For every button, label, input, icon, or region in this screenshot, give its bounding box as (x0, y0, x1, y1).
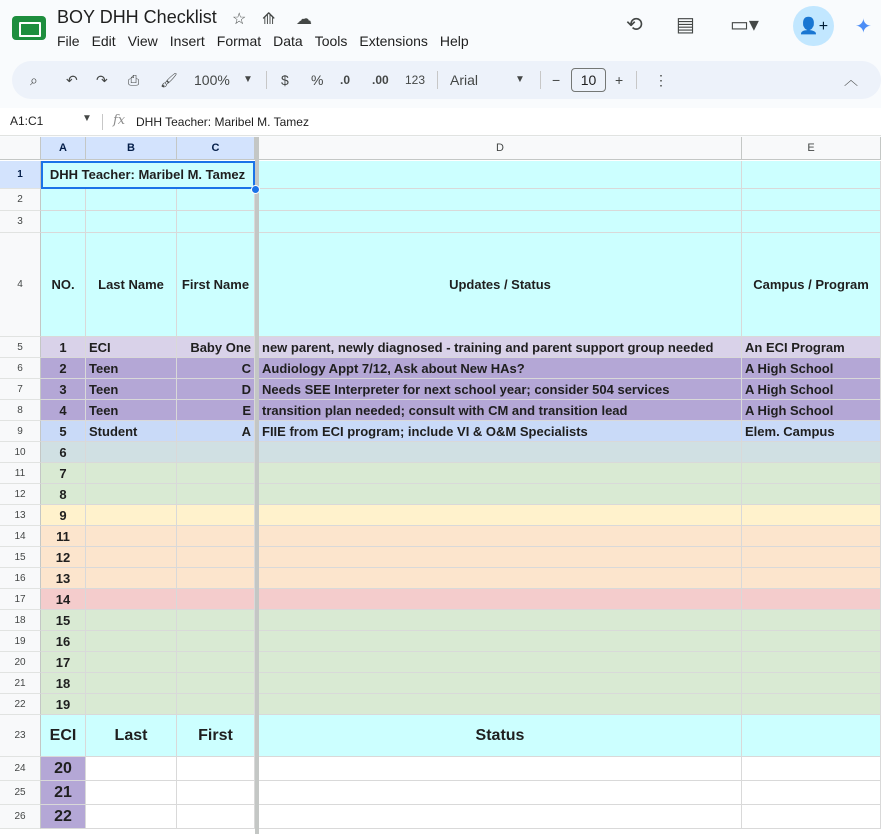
currency-format-button[interactable]: $ (281, 72, 289, 88)
cell-a19[interactable]: 16 (41, 631, 86, 652)
cell-a24[interactable]: 20 (41, 757, 86, 781)
toolbar (12, 61, 881, 99)
cell-d12[interactable] (259, 484, 742, 505)
table-row (41, 526, 881, 547)
cell-c5[interactable]: Baby One (177, 337, 255, 358)
zoom-select[interactable]: 100% (194, 72, 230, 88)
redo-icon[interactable]: ↷ (96, 72, 108, 88)
cell-c4[interactable]: First Name (177, 233, 255, 337)
share-person-icon: 👤+ (798, 18, 829, 35)
menu-extensions[interactable]: Extensions (359, 33, 428, 49)
row-header-8[interactable]: 8 (0, 400, 41, 421)
document-title[interactable]: BOY DHH Checklist (57, 7, 217, 27)
cell-a11[interactable]: 7 (41, 463, 86, 484)
row-header-15[interactable]: 15 (0, 547, 41, 568)
table-row (41, 805, 881, 829)
cell-b23[interactable]: Last (86, 715, 177, 757)
table-row (41, 211, 881, 233)
cell-c18[interactable] (177, 610, 255, 631)
cell-b6[interactable]: Teen (86, 358, 177, 379)
increase-decimal-button[interactable]: .00 (372, 73, 389, 87)
row-header-16[interactable]: 16 (0, 568, 41, 589)
menu-insert[interactable]: Insert (169, 33, 205, 49)
cell-c8[interactable]: E (177, 400, 255, 421)
star-icon[interactable]: ☆ (232, 11, 247, 28)
cell-c7[interactable]: D (177, 379, 255, 400)
cell-d9[interactable]: FIIE from ECI program; include VI & O&M Specialists (259, 421, 742, 442)
row-header-17[interactable]: 17 (0, 589, 41, 610)
font-size-input[interactable]: 10 (571, 68, 606, 92)
cell-d17[interactable] (259, 589, 742, 610)
cell-c19[interactable] (177, 631, 255, 652)
menu-file[interactable]: File (57, 33, 80, 49)
formula-bar (0, 108, 881, 136)
history-icon[interactable]: ⟲ (626, 14, 643, 36)
cell-d21[interactable] (259, 673, 742, 694)
cell-a8[interactable]: 4 (41, 400, 86, 421)
cell-c2[interactable] (177, 189, 255, 211)
cell-e23[interactable] (742, 715, 881, 757)
cell-d10[interactable] (259, 442, 742, 463)
cell-e24[interactable] (742, 757, 881, 781)
table-row (41, 442, 881, 463)
row-header-24[interactable]: 24 (0, 757, 41, 781)
cell-b12[interactable] (86, 484, 177, 505)
cell-e13[interactable] (742, 505, 881, 526)
row-header-5[interactable]: 5 (0, 337, 41, 358)
table-row (41, 589, 881, 610)
cell-c25[interactable] (177, 781, 255, 805)
sheet-grid[interactable] (0, 137, 881, 834)
table-row (41, 400, 881, 421)
cell-d5[interactable]: new parent, newly diagnosed - training and parent support group needed (259, 337, 742, 358)
cell-c13[interactable] (177, 505, 255, 526)
comments-icon[interactable]: ▤ (676, 14, 695, 36)
cell-c14[interactable] (177, 526, 255, 547)
sheets-logo-icon[interactable] (12, 16, 46, 40)
cell-d16[interactable] (259, 568, 742, 589)
cell-d26[interactable] (259, 805, 742, 829)
cell-a26[interactable]: 22 (41, 805, 86, 829)
cell-e7[interactable]: A High School (742, 379, 881, 400)
cell-b11[interactable] (86, 463, 177, 484)
menu-edit[interactable]: Edit (91, 33, 116, 49)
move-to-drive-icon[interactable]: ⟰ (262, 11, 276, 28)
cell-c20[interactable] (177, 652, 255, 673)
cell-e14[interactable] (742, 526, 881, 547)
cell-e3[interactable] (742, 211, 881, 233)
cell-d7[interactable]: Needs SEE Interpreter for next school year; consider 504 services (259, 379, 742, 400)
table-row (41, 484, 881, 505)
table-row (41, 610, 881, 631)
cell-a12[interactable]: 8 (41, 484, 86, 505)
toolbar-divider (636, 71, 637, 89)
zoom-chevron-down-icon[interactable]: ▼ (243, 74, 253, 85)
decrease-font-size-button[interactable]: − (552, 72, 561, 88)
cell-b19[interactable] (86, 631, 177, 652)
row-header-4[interactable]: 4 (0, 233, 41, 337)
row-header-23[interactable]: 23 (0, 715, 41, 757)
cell-b14[interactable] (86, 526, 177, 547)
table-row (41, 673, 881, 694)
menu-format[interactable]: Format (216, 33, 262, 49)
row-header-13[interactable]: 13 (0, 505, 41, 526)
cell-d15[interactable] (259, 547, 742, 568)
cell-a15[interactable]: 12 (41, 547, 86, 568)
cell-d1[interactable] (259, 161, 742, 189)
cell-b26[interactable] (86, 805, 177, 829)
share-button[interactable] (793, 6, 834, 46)
row-header-7[interactable]: 7 (0, 379, 41, 400)
decrease-decimal-button[interactable]: .0 (340, 73, 351, 87)
print-icon[interactable]: ⎙ (128, 72, 140, 88)
video-call-icon[interactable]: ▭▾ (730, 14, 759, 36)
column-header-d[interactable]: D (259, 137, 742, 160)
cell-e17[interactable] (742, 589, 881, 610)
row-header-18[interactable]: 18 (0, 610, 41, 631)
cell-d20[interactable] (259, 652, 742, 673)
undo-icon[interactable]: ↶ (66, 72, 78, 88)
freeze-column-divider[interactable] (255, 137, 259, 834)
cell-d8[interactable]: transition plan needed; consult with CM and transition lead (259, 400, 742, 421)
menu-help[interactable]: Help (439, 33, 469, 49)
cell-d14[interactable] (259, 526, 742, 547)
column-header-e[interactable]: E (742, 137, 881, 160)
table-row (41, 652, 881, 673)
cell-e11[interactable] (742, 463, 881, 484)
cell-b2[interactable] (86, 189, 177, 211)
table-row (41, 757, 881, 781)
font-family-select[interactable]: Arial (450, 72, 479, 88)
cell-e15[interactable] (742, 547, 881, 568)
row-header-25[interactable]: 25 (0, 781, 41, 805)
cloud-status-icon[interactable]: ☁ (296, 11, 312, 28)
menu-tools[interactable]: Tools (314, 33, 348, 49)
cell-c26[interactable] (177, 805, 255, 829)
cell-d19[interactable] (259, 631, 742, 652)
cell-e20[interactable] (742, 652, 881, 673)
cell-a18[interactable]: 15 (41, 610, 86, 631)
cell-a13[interactable]: 9 (41, 505, 86, 526)
cell-e4[interactable]: Campus / Program (742, 233, 881, 337)
cell-e2[interactable] (742, 189, 881, 211)
cell-a6[interactable]: 2 (41, 358, 86, 379)
cell-e22[interactable] (742, 694, 881, 715)
table-row (41, 233, 881, 337)
cell-e6[interactable]: A High School (742, 358, 881, 379)
cell-b7[interactable]: Teen (86, 379, 177, 400)
table-row (41, 463, 881, 484)
cell-b21[interactable] (86, 673, 177, 694)
cell-d3[interactable] (259, 211, 742, 233)
row-header-12[interactable]: 12 (0, 484, 41, 505)
cell-a16[interactable]: 13 (41, 568, 86, 589)
fx-icon: fx (113, 113, 126, 128)
cell-c12[interactable] (177, 484, 255, 505)
row-header-2[interactable]: 2 (0, 189, 41, 211)
cell-b9[interactable]: Student (86, 421, 177, 442)
cell-b13[interactable] (86, 505, 177, 526)
cell-c21[interactable] (177, 673, 255, 694)
cell-a4[interactable]: NO. (41, 233, 86, 337)
toolbar-divider (437, 71, 438, 89)
cell-d4[interactable]: Updates / Status (259, 233, 742, 337)
cell-e8[interactable]: A High School (742, 400, 881, 421)
more-formats-button[interactable]: 123 (405, 73, 426, 87)
column-header-a[interactable]: A (41, 137, 86, 160)
cell-c23[interactable]: First (177, 715, 255, 757)
cell-d24[interactable] (259, 757, 742, 781)
cell-b16[interactable] (86, 568, 177, 589)
cell-a14[interactable]: 11 (41, 526, 86, 547)
row-header-3[interactable]: 3 (0, 211, 41, 233)
table-row (41, 694, 881, 715)
cell-c24[interactable] (177, 757, 255, 781)
row-header-19[interactable]: 19 (0, 631, 41, 652)
row-header-1[interactable]: 1 (0, 161, 41, 189)
cell-c9[interactable]: A (177, 421, 255, 442)
cell-c6[interactable]: C (177, 358, 255, 379)
cell-b15[interactable] (86, 547, 177, 568)
column-header-b[interactable]: B (86, 137, 177, 160)
table-row (41, 568, 881, 589)
cell-a23[interactable]: ECI (41, 715, 86, 757)
cell-b3[interactable] (86, 211, 177, 233)
table-row (41, 547, 881, 568)
cell-e9[interactable]: Elem. Campus (742, 421, 881, 442)
cell-e25[interactable] (742, 781, 881, 805)
table-row (41, 358, 881, 379)
cell-e1[interactable] (742, 161, 881, 189)
cell-c10[interactable] (177, 442, 255, 463)
cell-b5[interactable]: ECI (86, 337, 177, 358)
cell-a10[interactable]: 6 (41, 442, 86, 463)
name-box-chevron-down-icon[interactable]: ▼ (82, 113, 92, 124)
cell-e16[interactable] (742, 568, 881, 589)
cell-e5[interactable]: An ECI Program (742, 337, 881, 358)
row-header-10[interactable]: 10 (0, 442, 41, 463)
table-row (41, 715, 881, 757)
menu-bar (57, 33, 481, 49)
cell-c22[interactable] (177, 694, 255, 715)
row-header-9[interactable]: 9 (0, 421, 41, 442)
cell-c3[interactable] (177, 211, 255, 233)
select-all-corner[interactable] (0, 137, 41, 160)
cell-c15[interactable] (177, 547, 255, 568)
gemini-icon[interactable]: ✦ (855, 16, 872, 38)
cell-c11[interactable] (177, 463, 255, 484)
search-menus-icon[interactable]: ⌕ (30, 72, 38, 88)
row-header-22[interactable]: 22 (0, 694, 41, 715)
row-header-21[interactable]: 21 (0, 673, 41, 694)
cell-a3[interactable] (41, 211, 86, 233)
table-row (41, 421, 881, 442)
row-header-26[interactable]: 26 (0, 805, 41, 829)
row-header-14[interactable]: 14 (0, 526, 41, 547)
cell-a9[interactable]: 5 (41, 421, 86, 442)
table-row (41, 781, 881, 805)
percent-format-button[interactable]: % (311, 72, 324, 88)
cell-d6[interactable]: Audiology Appt 7/12, Ask about New HAs? (259, 358, 742, 379)
cell-b8[interactable]: Teen (86, 400, 177, 421)
cell-d23[interactable]: Status (259, 715, 742, 757)
cell-b17[interactable] (86, 589, 177, 610)
table-row (41, 379, 881, 400)
increase-font-size-button[interactable]: + (615, 72, 624, 88)
toolbar-divider (540, 71, 541, 89)
cell-b18[interactable] (86, 610, 177, 631)
cell-b24[interactable] (86, 757, 177, 781)
cell-d22[interactable] (259, 694, 742, 715)
cell-b25[interactable] (86, 781, 177, 805)
cell-d2[interactable] (259, 189, 742, 211)
cell-e26[interactable] (742, 805, 881, 829)
cell-d13[interactable] (259, 505, 742, 526)
cell-a20[interactable]: 17 (41, 652, 86, 673)
cell-a1-merged[interactable]: DHH Teacher: Maribel M. Tamez (41, 161, 255, 189)
paint-format-icon[interactable]: 🖌 (160, 72, 178, 88)
cell-c16[interactable] (177, 568, 255, 589)
row-header-20[interactable]: 20 (0, 652, 41, 673)
cell-d11[interactable] (259, 463, 742, 484)
cell-e21[interactable] (742, 673, 881, 694)
column-header-c[interactable]: C (177, 137, 255, 160)
row-header-6[interactable]: 6 (0, 358, 41, 379)
font-chevron-down-icon[interactable]: ▼ (515, 74, 525, 85)
table-row (41, 189, 881, 211)
cell-b22[interactable] (86, 694, 177, 715)
formula-divider (102, 114, 103, 130)
cell-a17[interactable]: 14 (41, 589, 86, 610)
cell-a5[interactable]: 1 (41, 337, 86, 358)
cell-e10[interactable] (742, 442, 881, 463)
cell-a25[interactable]: 21 (41, 781, 86, 805)
cell-b10[interactable] (86, 442, 177, 463)
title-bar (0, 0, 881, 58)
cell-e12[interactable] (742, 484, 881, 505)
table-row (41, 337, 881, 358)
cell-a7[interactable]: 3 (41, 379, 86, 400)
cell-c17[interactable] (177, 589, 255, 610)
cell-a22[interactable]: 19 (41, 694, 86, 715)
cell-e19[interactable] (742, 631, 881, 652)
cell-b4[interactable]: Last Name (86, 233, 177, 337)
name-box[interactable]: A1:C1 (10, 114, 44, 128)
menu-view[interactable]: View (127, 33, 158, 49)
fill-handle[interactable] (251, 185, 260, 194)
cell-b20[interactable] (86, 652, 177, 673)
cell-d18[interactable] (259, 610, 742, 631)
formula-input[interactable]: DHH Teacher: Maribel M. Tamez (136, 115, 309, 129)
more-options-icon[interactable]: ⋮ (654, 72, 668, 88)
menu-data[interactable]: Data (273, 33, 303, 49)
collapse-toolbar-icon[interactable]: ︿ (844, 72, 858, 88)
table-row (41, 505, 881, 526)
table-row (41, 631, 881, 652)
toolbar-divider (266, 71, 267, 89)
cell-d25[interactable] (259, 781, 742, 805)
cell-e18[interactable] (742, 610, 881, 631)
cell-a21[interactable]: 18 (41, 673, 86, 694)
table-row (41, 161, 881, 189)
cell-a2[interactable] (41, 189, 86, 211)
row-header-11[interactable]: 11 (0, 463, 41, 484)
